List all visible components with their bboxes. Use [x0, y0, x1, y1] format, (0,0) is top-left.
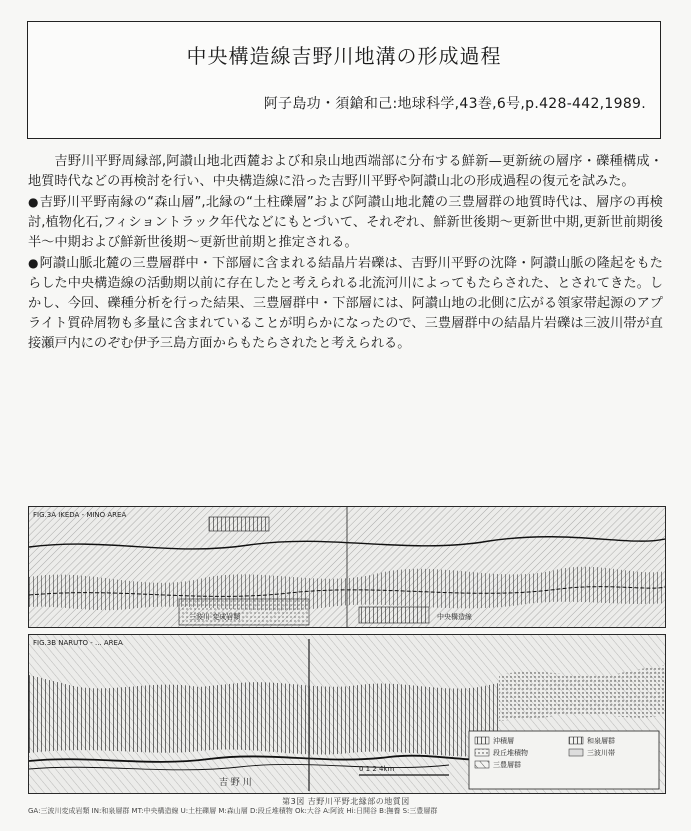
legend-item-0: 沖積層: [493, 737, 514, 745]
abstract-text: [28, 152, 663, 354]
panel-b-label: FIG.3B NARUTO - ... AREA: [33, 639, 123, 647]
bullet-dot-icon: ●: [28, 256, 39, 270]
legend-item-3: 和泉層群: [587, 737, 615, 745]
panel-a-legend-mtl: 中央構造線: [437, 613, 472, 621]
map-panel-a: [28, 506, 666, 628]
panel-b-river-label: 吉 野 川: [219, 778, 252, 788]
legend-item-1: 段丘堆積物: [493, 749, 528, 757]
figure-legend-line: GA:三波川変成岩類 IN:和泉層群 MT:中央構造線 U:土柱礫層 M:森山層 D:段丘堆積物 Ok:大谷 A:阿波 Hi:日開谷 B:撫養 S:三豊層群: [28, 807, 438, 815]
panel-a-label: FIG.3A IKEDA - MINO AREA: [33, 511, 127, 519]
map-panel-b-labels: [29, 635, 665, 793]
abstract-bullet-1: [28, 192, 663, 253]
legend-item-2: 三豊層群: [493, 761, 521, 769]
map-panel-b: [28, 634, 666, 794]
panel-b-scale-bar: 0 1 2 4km: [359, 765, 395, 773]
citation-header-box: [27, 21, 661, 139]
map-panel-a-labels: [29, 507, 665, 627]
geologic-map-figure: [28, 500, 664, 815]
abstract-lead-paragraph: 吉野川平野周縁部,阿讃山地北西麓および和泉山地西端部に分布する鮮新—更新統の層序・礫種構成・地質時代などの再検討を行い、中央構造線に沿った吉野川平野や阿讃山北の形成過程の復元を試みた。: [28, 154, 663, 189]
abstract-bullet-1-text: 吉野川平野南縁の“森山層”,北縁の“土柱礫層”および阿讃山地北麓の三豊層群の地質時代は、層序の再検討,植物化石,フィショントラック年代などにもとづいて、それぞれ、鮮新世後期～更新世中期,更新世前期後半～中期および鮮新世後期～更新世前期と推定される。: [28, 195, 663, 250]
bullet-dot-icon: ●: [28, 195, 39, 209]
panel-a-legend-sanbagawa: 三波川 変成岩類: [189, 613, 241, 621]
legend-item-4: 三波川帯: [587, 749, 615, 757]
article-title: 中央構造線吉野川地溝の形成過程: [186, 44, 502, 68]
article-citation: 阿子島功・須鎗和己:地球科学,43巻,6号,p.428-442,1989.: [263, 96, 646, 112]
figure-caption: 第3図 吉野川平野北縁部の地質図: [282, 797, 410, 806]
abstract-bullet-2-text: 阿讃山脈北麓の三豊層群中・下部層に含まれる結晶片岩礫は、吉野川平野の沈降・阿讃山脈の隆起をもたらした中央構造線の活動期以前に存在したと考えられる北流河川によってもたらされた、とされてきた。しかし、今回、礫種分析を行った結果、三豊層群中・下部層には、阿讃山地の北側に広がる領家帯起源のアプライト質砕屑物も多量に含まれていることが明らかになったので、三豊層群中の結晶片岩礫は三波川帯が直接瀬戸内にのぞむ伊予三島方面からもたらされたと考えられる。: [28, 256, 663, 351]
abstract-bullet-2: [28, 253, 663, 354]
